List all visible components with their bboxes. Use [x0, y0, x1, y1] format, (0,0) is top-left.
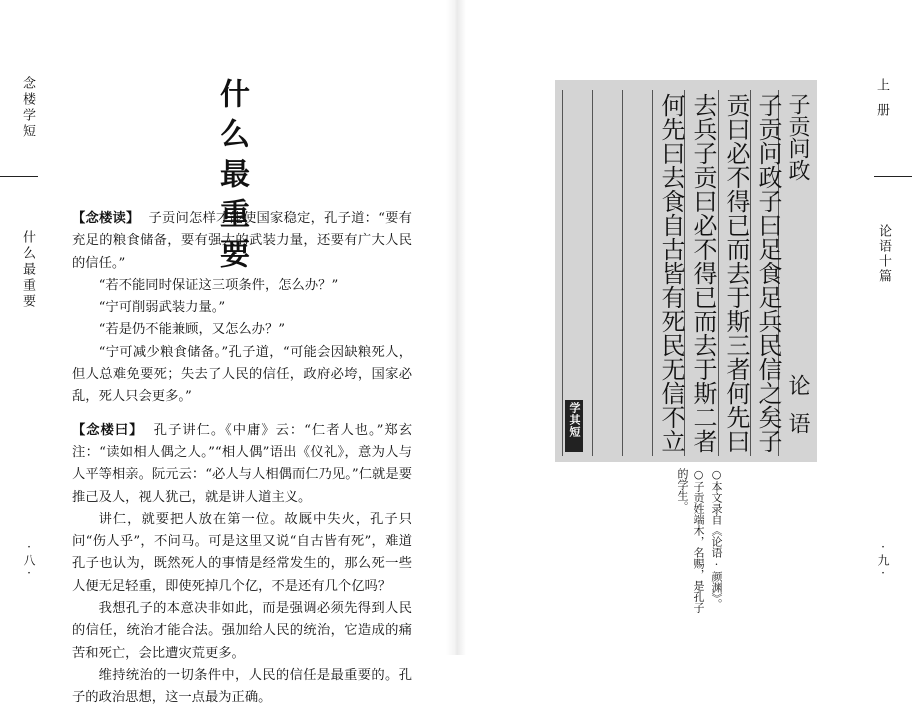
notes — [672, 468, 724, 618]
classical-column-3: 去兵子贡曰必不得已而去于斯二者 — [689, 93, 717, 453]
comment-paragraph-4: 维持统治的一切条件中，人民的信任是最重要的。孔子的政治思想，这一点最为正确。 — [72, 667, 412, 706]
left-divider — [0, 176, 38, 177]
classical-column-2: 贡曰必不得已而去于斯三者何先曰 — [722, 93, 750, 453]
main-text — [72, 208, 412, 710]
right-running-head-volume: 上册 — [874, 78, 889, 128]
column-rule — [750, 90, 751, 456]
comment-paragraph-2: 讲仁，就要把人放在第一位。故厩中失火，孔子只问“伤人乎”，不问马。可是这里又说“自古皆有死”，难道孔子也认为，既然死人的事情是经常发生的，那么死一些人便无足轻重，即使死掉几个亿，不是还有几个亿吗？ — [72, 511, 412, 594]
left-page-number: ·八· — [22, 540, 36, 580]
classical-column-4: 何先曰去食自古皆有死民无信不立 — [657, 93, 685, 453]
classical-source: 论语 — [785, 374, 810, 450]
right-page-number: ·九· — [876, 540, 890, 580]
reading-paragraph-1 — [72, 208, 412, 275]
classical-column-1: 子贡问政子曰足食足兵民信之矣子 — [754, 93, 782, 453]
reading-paragraph-3: “宁可削弱武装力量。” — [98, 300, 226, 316]
column-rule — [562, 90, 563, 456]
reading-label: 【念楼读】 — [72, 211, 140, 226]
comment-label: 【念楼曰】 — [72, 422, 144, 438]
book-spine — [446, 0, 466, 655]
reading-paragraph-2: “若不能同时保证这三项条件，怎么办？” — [98, 277, 339, 293]
right-running-head-book: 论语十篇 — [876, 224, 891, 284]
left-running-head-chapter: 什么最重要 — [20, 230, 35, 310]
reading-text-1: 子贡问怎样才能使国家稳定，孔子道：“要有充足的粮食储备，要有强大的武装力量，还要有广大人民的信任。” — [72, 211, 412, 271]
note-1: ○本文录自《论语·颜渊》。 — [710, 468, 723, 610]
right-divider — [874, 176, 912, 177]
left-page — [0, 0, 456, 706]
seal-stamp — [565, 400, 583, 452]
column-rule — [718, 90, 719, 456]
column-rule — [652, 90, 653, 456]
comment-paragraph-1 — [72, 420, 412, 509]
comment-text-1: 孔子讲仁。《中庸》云：“仁者人也。”郑玄注：“读如相人偶之人。”“相人偶”语出《仪礼》，意为人与人平等相亲。阮元云：“必人与人相偶而仁乃见。”仁就是要推己及人，视人犹己，就是讲人道主义。 — [72, 422, 413, 505]
note-2: ○子贡姓端木，名赐，是孔子的学生。 — [676, 468, 705, 613]
reading-paragraph-4: “若是仍不能兼顾，又怎么办？” — [98, 322, 286, 338]
comment-paragraph-3: 我想孔子的本意决非如此，而是强调必须先得到人民的信任，统治才能合法。强加给人民的统治，它造成的痛苦和死亡，会比遭灾荒更多。 — [72, 601, 412, 661]
column-rule — [592, 90, 593, 456]
chapter-title: 什么最重要 — [214, 78, 249, 278]
seal-stamp-text: 学其短 — [568, 402, 581, 438]
left-running-head-book: 念楼学短 — [20, 76, 35, 140]
classical-title: 子贡问政 — [785, 93, 810, 181]
reading-paragraph-5: “宁可减少粮食储备。”孔子道，“可能会因缺粮死人，但人总难免要死；失去了人民的信任，政府必垮，国家必乱，死人只会更多。” — [72, 344, 412, 405]
column-rule — [622, 90, 623, 456]
